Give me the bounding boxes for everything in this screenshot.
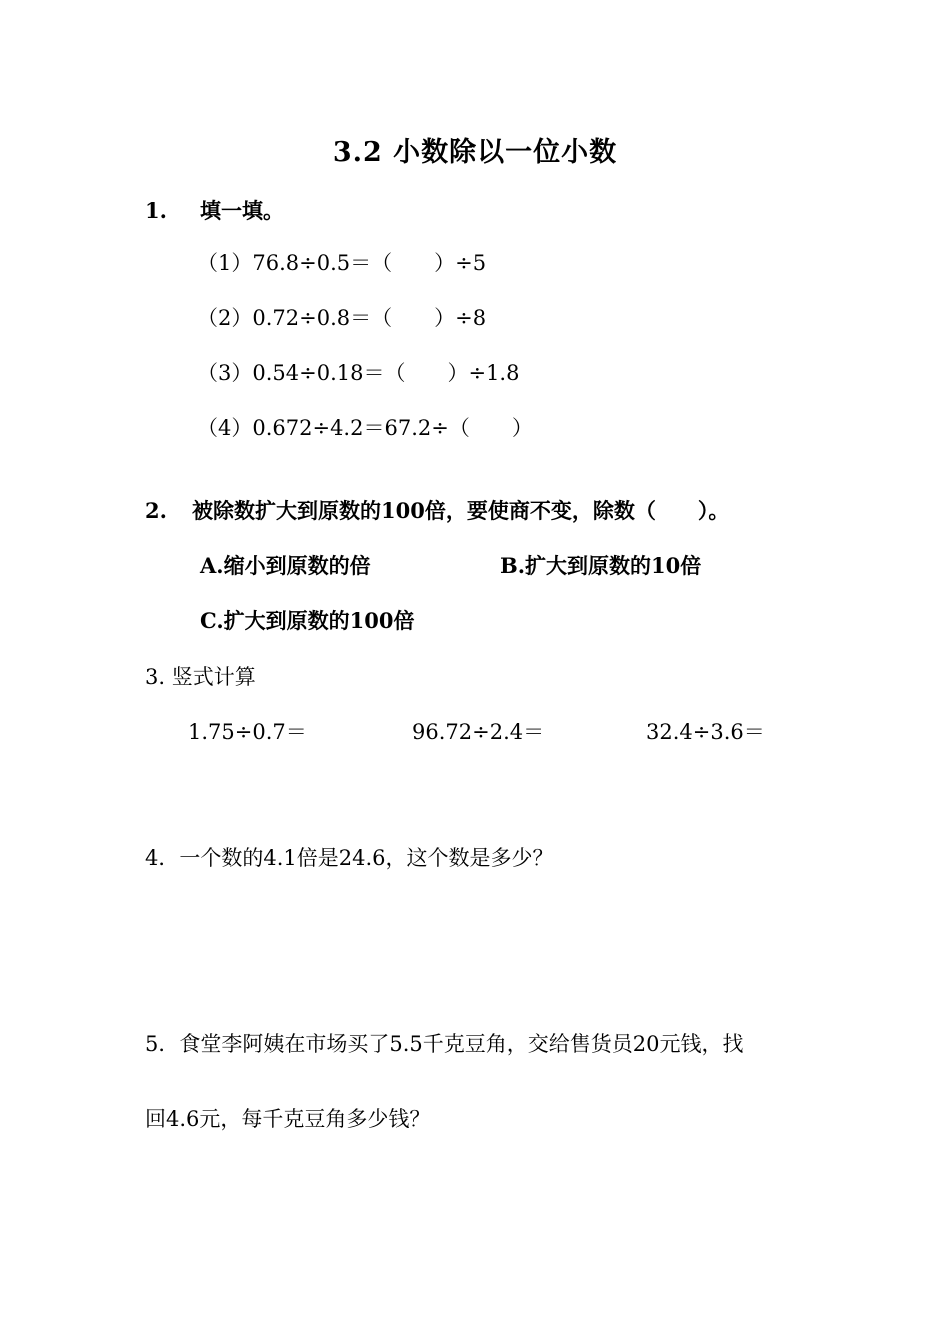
- q1-item-4: （4）0.672÷4.2＝67.2÷（ ）: [197, 416, 533, 440]
- q1-text: 填一填。: [200, 198, 284, 223]
- q4-text: 4．一个数的4.1倍是24.6，这个数是多少？: [145, 846, 554, 870]
- page-title: 3.2 小数除以一位小数: [332, 137, 618, 168]
- q2-option-b: B.扩大到原数的10倍: [500, 553, 702, 578]
- q2-number: 2.: [145, 498, 167, 523]
- q1-item-1: （1）76.8÷0.5＝（ ）÷5: [197, 251, 487, 275]
- q5-line-2: 回4.6元，每千克豆角多少钱？: [145, 1107, 431, 1131]
- q3-problem-3: 32.4÷3.6＝: [646, 720, 765, 744]
- q1-item-2: （2）0.72÷0.8＝（ ）÷8: [197, 306, 487, 330]
- q1-number: 1.: [145, 198, 167, 223]
- q1-item-3: （3）0.54÷0.18＝（ ）÷1.8: [197, 361, 520, 385]
- q3-problem-2: 96.72÷2.4＝: [412, 720, 545, 744]
- q2-text: 被除数扩大到原数的100倍，要使商不变，除数（ ）。: [192, 498, 730, 523]
- q5-line-1: 5．食堂李阿姨在市场买了5.5千克豆角，交给售货员20元钱，找: [145, 1032, 744, 1056]
- q2-option-c: C.扩大到原数的100倍: [200, 608, 415, 633]
- q3-problem-1: 1.75÷0.7＝: [188, 720, 307, 744]
- q2-option-a: A.缩小到原数的倍: [200, 553, 371, 578]
- q3-heading: 3. 竖式计算: [145, 665, 256, 689]
